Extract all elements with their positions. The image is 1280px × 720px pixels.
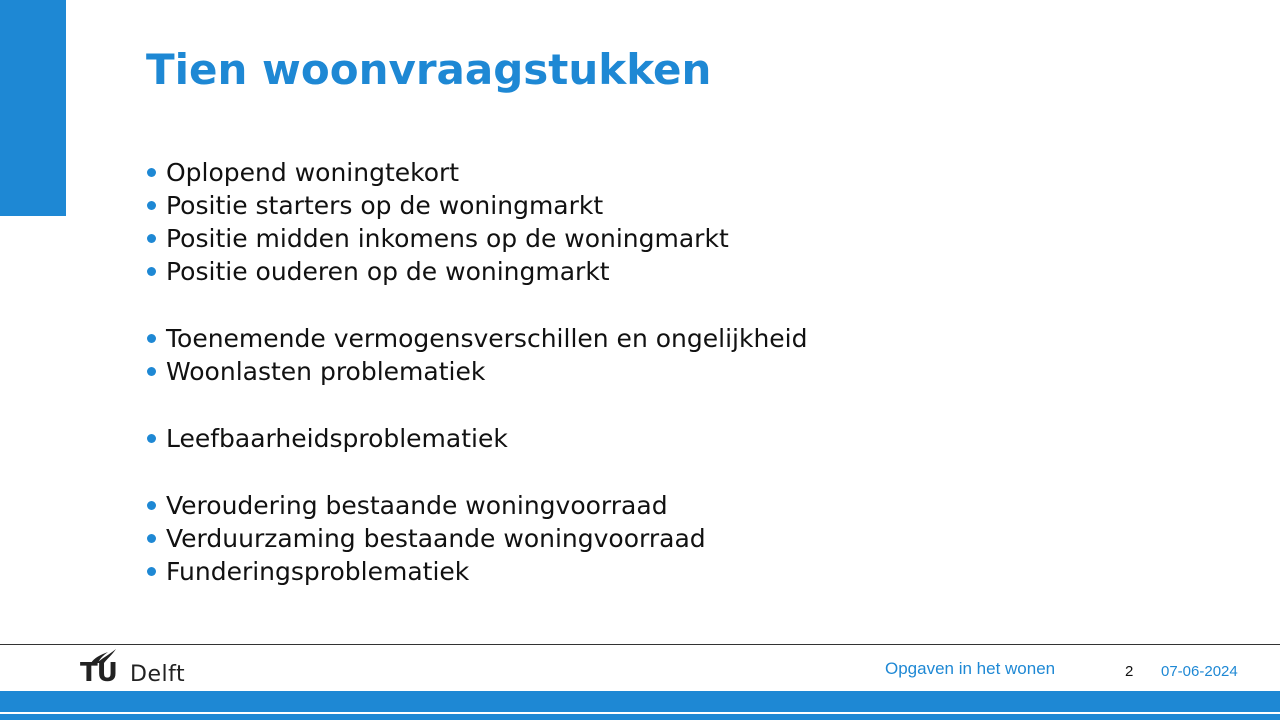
- bullet-dot-icon: [147, 234, 156, 243]
- bullet-item: [146, 156, 807, 189]
- bullet-item: [146, 322, 807, 355]
- bullet-text: Positie midden inkomens op de woningmarkt: [166, 224, 729, 253]
- bullet-item: [146, 422, 807, 455]
- bullet-item: [146, 522, 807, 555]
- bullet-item: [146, 489, 807, 522]
- tu-delft-logo: [80, 648, 204, 688]
- slide-title: Tien woonvraagstukken: [146, 45, 712, 94]
- bullet-text: Oplopend woningtekort: [166, 158, 460, 187]
- bullet-text: Verduurzaming bestaande woningvoorraad: [166, 524, 706, 553]
- bullet-dot-icon: [147, 334, 156, 343]
- bullet-dot-icon: [147, 367, 156, 376]
- bullet-dot-icon: [147, 501, 156, 510]
- bullet-dot-icon: [147, 267, 156, 276]
- logo-tu-text: TU: [80, 658, 117, 688]
- bullet-text: Woonlasten problematiek: [166, 357, 486, 386]
- bottom-band: [0, 691, 1280, 712]
- footer-subject: Opgaven in het wonen: [885, 659, 1056, 678]
- bullet-dot-icon: [147, 434, 156, 443]
- bullet-dot-icon: [147, 201, 156, 210]
- bullet-list: [146, 156, 807, 588]
- bullet-dot-icon: [147, 567, 156, 576]
- bullet-text: Positie starters op de woningmarkt: [166, 191, 604, 220]
- logo-delft-text: Delft: [130, 662, 186, 687]
- bullet-item: [146, 255, 807, 288]
- bullet-dot-icon: [147, 534, 156, 543]
- bullet-text: Veroudering bestaande woningvoorraad: [166, 491, 668, 520]
- side-accent-bar: [0, 0, 66, 216]
- bullet-item: [146, 222, 807, 255]
- page-number: 2: [1125, 663, 1134, 680]
- bullet-item: [146, 189, 807, 222]
- bullet-item: [146, 355, 807, 388]
- footer-divider: [0, 644, 1280, 645]
- bullet-item: [146, 555, 807, 588]
- bullet-dot-icon: [147, 168, 156, 177]
- footer-date: 07-06-2024: [1161, 663, 1238, 680]
- bullet-text: Toenemende vermogensverschillen en ongelijkheid: [166, 324, 808, 353]
- bullet-text: Leefbaarheidsproblematiek: [166, 424, 508, 453]
- bullet-text: Positie ouderen op de woningmarkt: [166, 257, 610, 286]
- bullet-text: Funderingsproblematiek: [166, 557, 470, 586]
- bottom-band-lower: [0, 714, 1280, 720]
